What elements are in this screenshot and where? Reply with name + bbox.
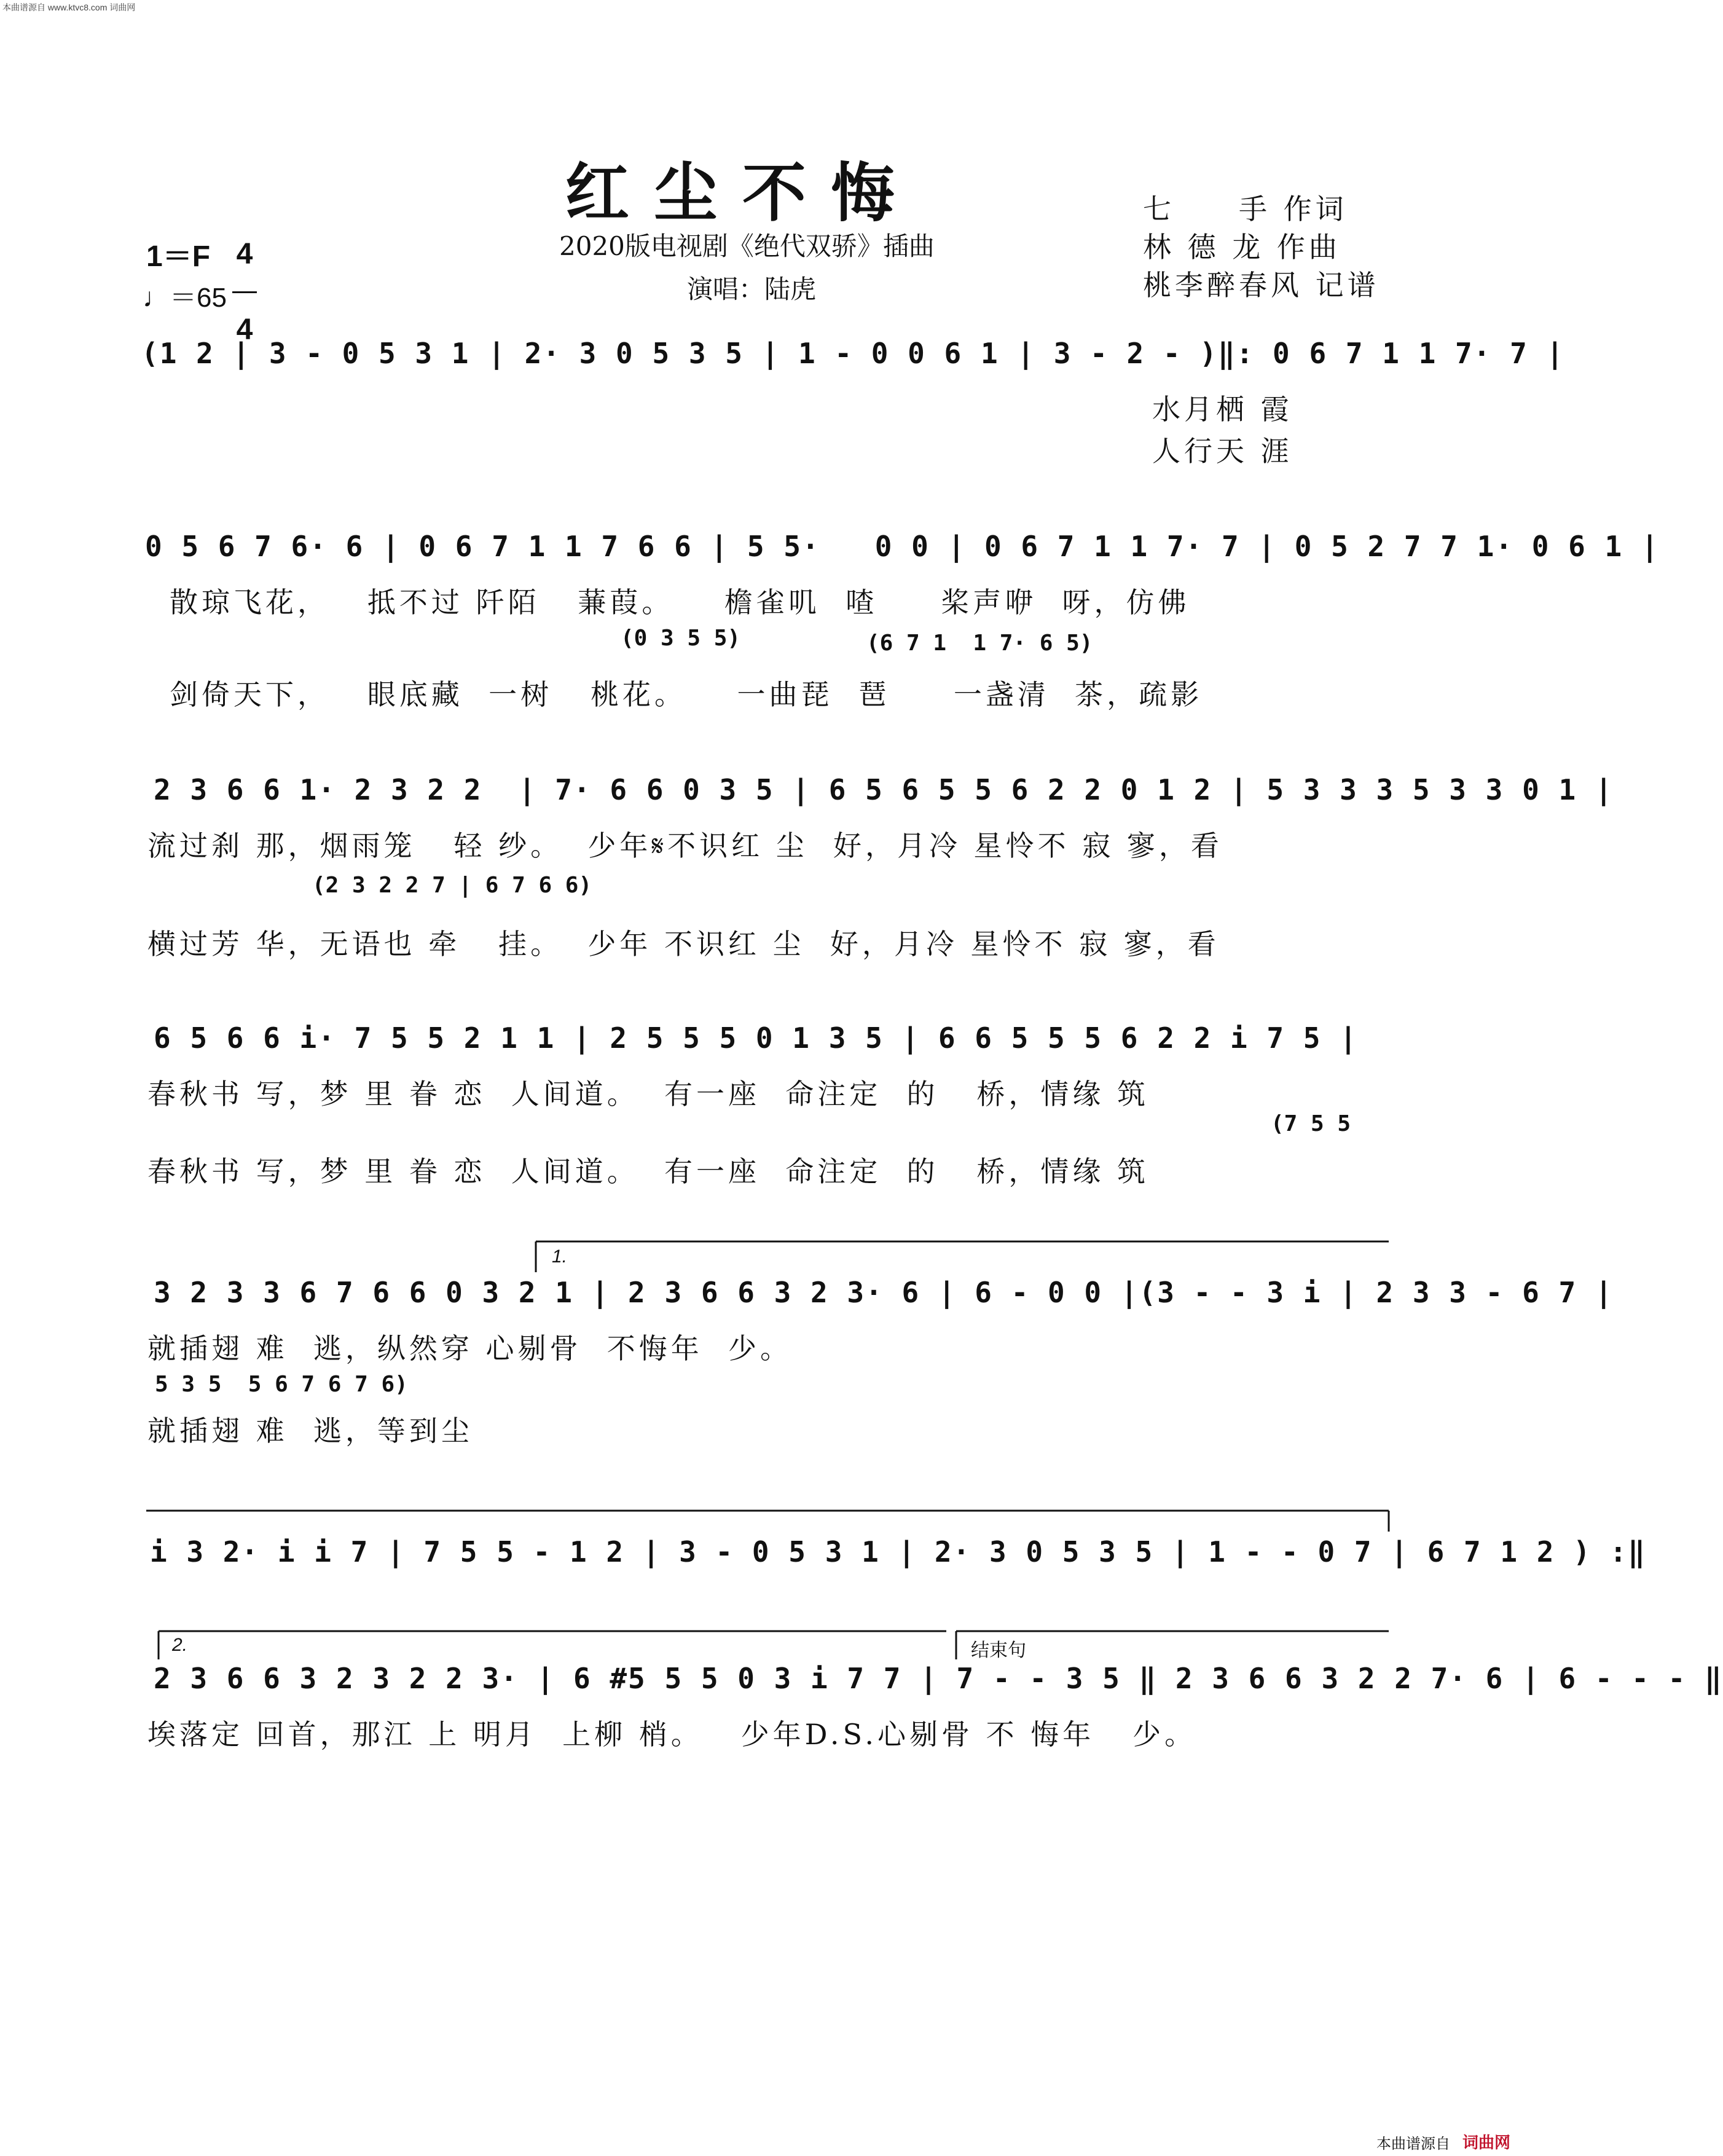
lyric-row-5-verse-1: 就插翅 难 逃，纵然穿 心剔骨 不悔年 少。 [147,1332,792,1365]
lyric-row-7-verse-1: 埃落定 回首，那江 上 明月 上柳 梢。 少年D.S.心剔骨 不 悔年 少。 [147,1718,1197,1751]
lyric-row-3-verse-2: 横过芳 华，无语也 牵 挂。 少年 不识红 尘 好，月冷 星怜不 寂 寥，看 [147,927,1220,961]
volta-1-label: 1. [552,1246,568,1267]
sub-notation-row-4: (7 5 5 [1271,1111,1351,1136]
lyric-row-1-verse-1: 水月栖 霞 [1152,393,1293,426]
watermark-top: 本曲谱源自 www.ktvc8.com 词曲网 [2,2,136,12]
ending-label: 结束句 [971,1640,1026,1661]
lyric-row-2-verse-1: 散琼飞花， 抵不过 阡陌 蒹葭。 檐雀叽 喳 桨声咿 呀，仿佛 [170,586,1190,619]
sub-notation-row-2a: (0 3 5 5) [621,626,741,651]
lyric-row-4-verse-1: 春秋书 写，梦 里 眷 恋 人间道。 有一座 命注定 的 桥，情缘 筑 [147,1077,1149,1111]
notation-row-5: 3 2 3 3 6 7 6 6 0 3 2 1 | 2 3 6 6 3 2 3· 6 | 6 - 0 0 |(3 - - 3 i | 2 3 3 - 6 7 | [154,1276,1614,1309]
lyric-row-3-verse-1: 流过刹 那，烟雨笼 轻 纱。 少年𝄋不识红 尘 好，月冷 星怜不 寂 寥，看 [147,829,1223,862]
subtitle: 2020版电视剧《绝代双骄》插曲 [559,231,935,261]
notation-row-3: 2 3 6 6 1· 2 3 2 2 | 7· 6 6 0 3 5 | 6 5 6 5 5 6 2 2 0 1 2 | 5 3 3 3 5 3 3 0 1 | [154,773,1614,806]
composer-credit: 林 德 龙 作曲 [1143,230,1341,264]
lyric-row-2-verse-2: 剑倚天下， 眼底藏 一树 桃花。 一曲琵 琶 一盏清 茶，疏影 [170,678,1203,711]
watermark-bottom-text: 本曲谱源自 [1376,2135,1450,2152]
sub-notation-row-2b: (6 7 1 1 7· 6 5) [866,631,1093,656]
time-sig-bottom: 4 [236,313,253,346]
tempo-mark: ♩＝65 [143,283,227,313]
lyricist-credit: 七 手 作词 [1143,192,1348,226]
sub-notation-row-5: 5 3 5 5 6 7 6 7 6) [155,1372,408,1397]
transcriber-credit: 桃李醉春风 记谱 [1143,269,1380,302]
volta-2-label: 2. [172,1635,188,1655]
lyric-row-4-verse-2: 春秋书 写，梦 里 眷 恋 人间道。 有一座 命注定 的 桥，情缘 筑 [147,1155,1149,1188]
singer-credit: 演唱：陆虎 [687,274,817,304]
lyric-row-5-verse-2: 就插翅 难 逃，等到尘 [147,1414,473,1447]
key-signature: 1＝F [146,240,211,273]
notation-row-7: 2 3 6 6 3 2 3 2 2 3· | 6 #5 5 5 0 3 i 7 7 | 7 - - 3 5 ‖ 2 3 6 6 3 2 2 7· 6 | 6 - - - ‖ [154,1662,1723,1695]
lyric-row-1-verse-2: 人行天 涯 [1152,435,1293,468]
notation-row-1: (1 2 | 3 - 0 5 3 1 | 2· 3 0 5 3 5 | 1 - 0 0 6 1 | 3 - 2 - )‖: 0 6 7 1 1 7· 7 | [141,337,1565,370]
page-title: 红尘不悔 [565,155,920,230]
notation-row-4: 6 5 6 6 i· 7 5 5 2 1 1 | 2 5 5 5 0 1 3 5 | 6 6 5 5 5 6 2 2 i 7 5 | [154,1021,1358,1055]
time-sig-top: 4 [236,238,253,270]
watermark-logo: 词曲网 [1462,2134,1511,2152]
notation-row-6: i 3 2· i i 7 | 7 5 5 - 1 2 | 3 - 0 5 3 1 | 2· 3 0 5 3 5 | 1 - - 0 7 | 6 7 1 2 ) :‖ [150,1535,1646,1568]
sub-notation-row-3: (2 3 2 2 7 | 6 7 6 6) [312,873,592,898]
notation-row-2: 0 5 6 7 6· 6 | 0 6 7 1 1 7 6 6 | 5 5· 0 0 | 0 6 7 1 1 7· 7 | 0 5 2 7 7 1· 0 6 1 | [145,530,1660,563]
